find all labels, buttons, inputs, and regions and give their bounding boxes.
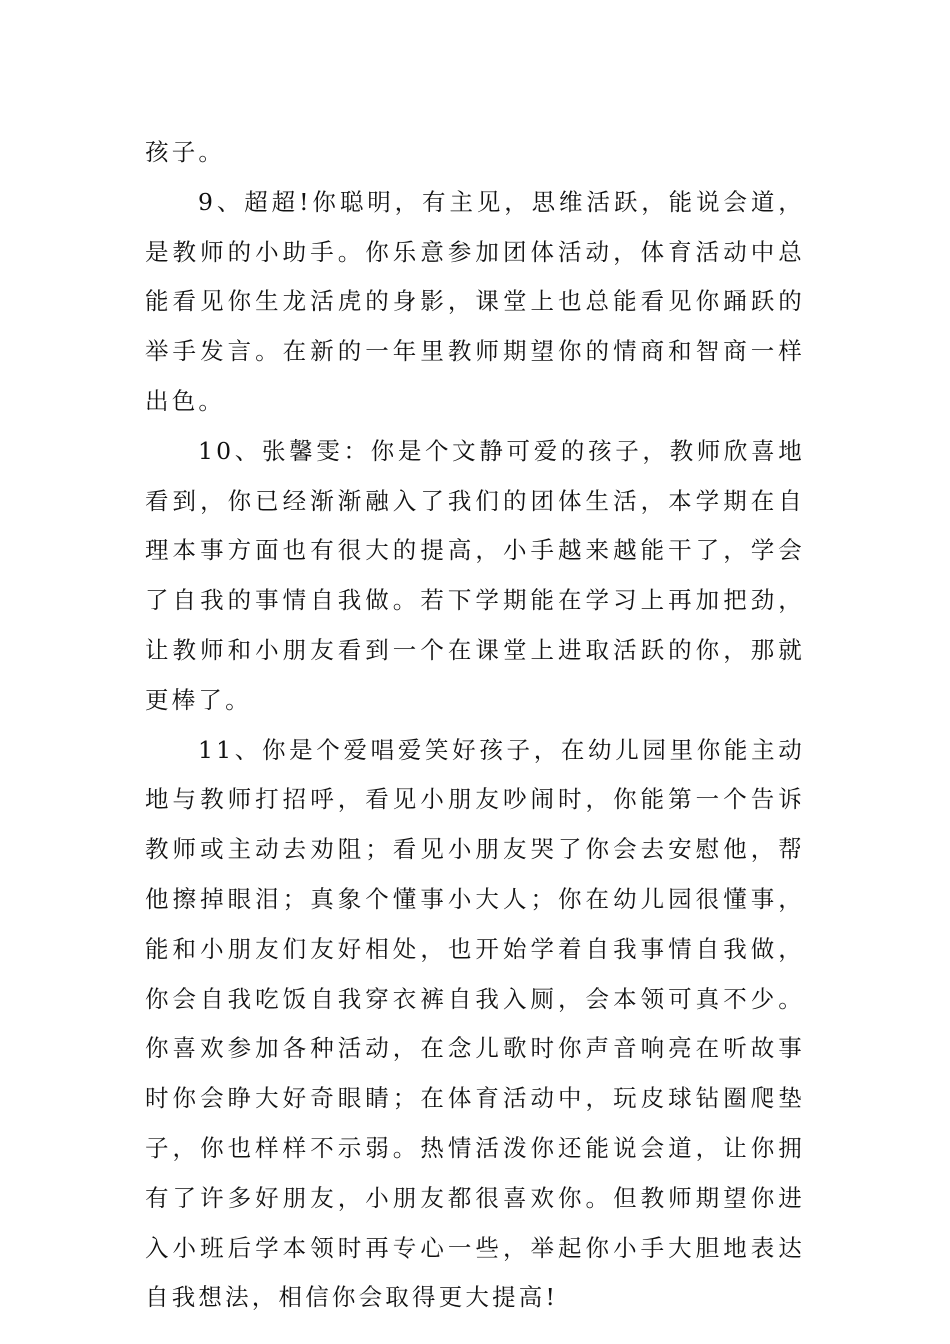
document-body [145, 128, 805, 1323]
paragraph-comment-11: 11、你是个爱唱爱笑好孩子，在幼儿园里你能主动地与教师打招呼，看见小朋友吵闹时，你能第一个告诉教师或主动去劝阻；看见小朋友哭了你会去安慰他，帮他擦掉眼泪；真象个懂事小大人；你在幼儿园很懂事，能和小朋友们友好相处，也开始学着自我事情自我做，你会自我吃饭自我穿衣裤自我入厕，会本领可真不少。你喜欢参加各种活动，在念儿歌时你声音响亮在听故事时你会睁大好奇眼睛；在体育活动中，玩皮球钻圈爬垫子，你也样样不示弱。热情活泼你还能说会道，让你拥有了许多好朋友，小朋友都很喜欢你。但教师期望你进入小班后学本领时再专心一些，举起你小手大胆地表达自我想法，相信你会取得更大提高! [145, 735, 805, 1312]
paragraph-continuation: 孩子。 [145, 138, 226, 166]
paragraph-comment-10: 10、张馨雯：你是个文静可爱的孩子，教师欣喜地看到，你已经渐渐融入了我们的团体生活，本学期在自理本事方面也有很大的提高，小手越来越能干了，学会了自我的事情自我做。若下学期能在学习上再加把劲，让教师和小朋友看到一个在课堂上进取活跃的你，那就更棒了。 [145, 436, 805, 714]
paragraph-comment-9: 9、超超!你聪明，有主见，思维活跃，能说会道，是教师的小助手。你乐意参加团体活动，体育活动中总能看见你生龙活虎的身影，课堂上也总能看见你踊跃的举手发言。在新的一年里教师期望你的情商和智商一样出色。 [145, 187, 805, 415]
